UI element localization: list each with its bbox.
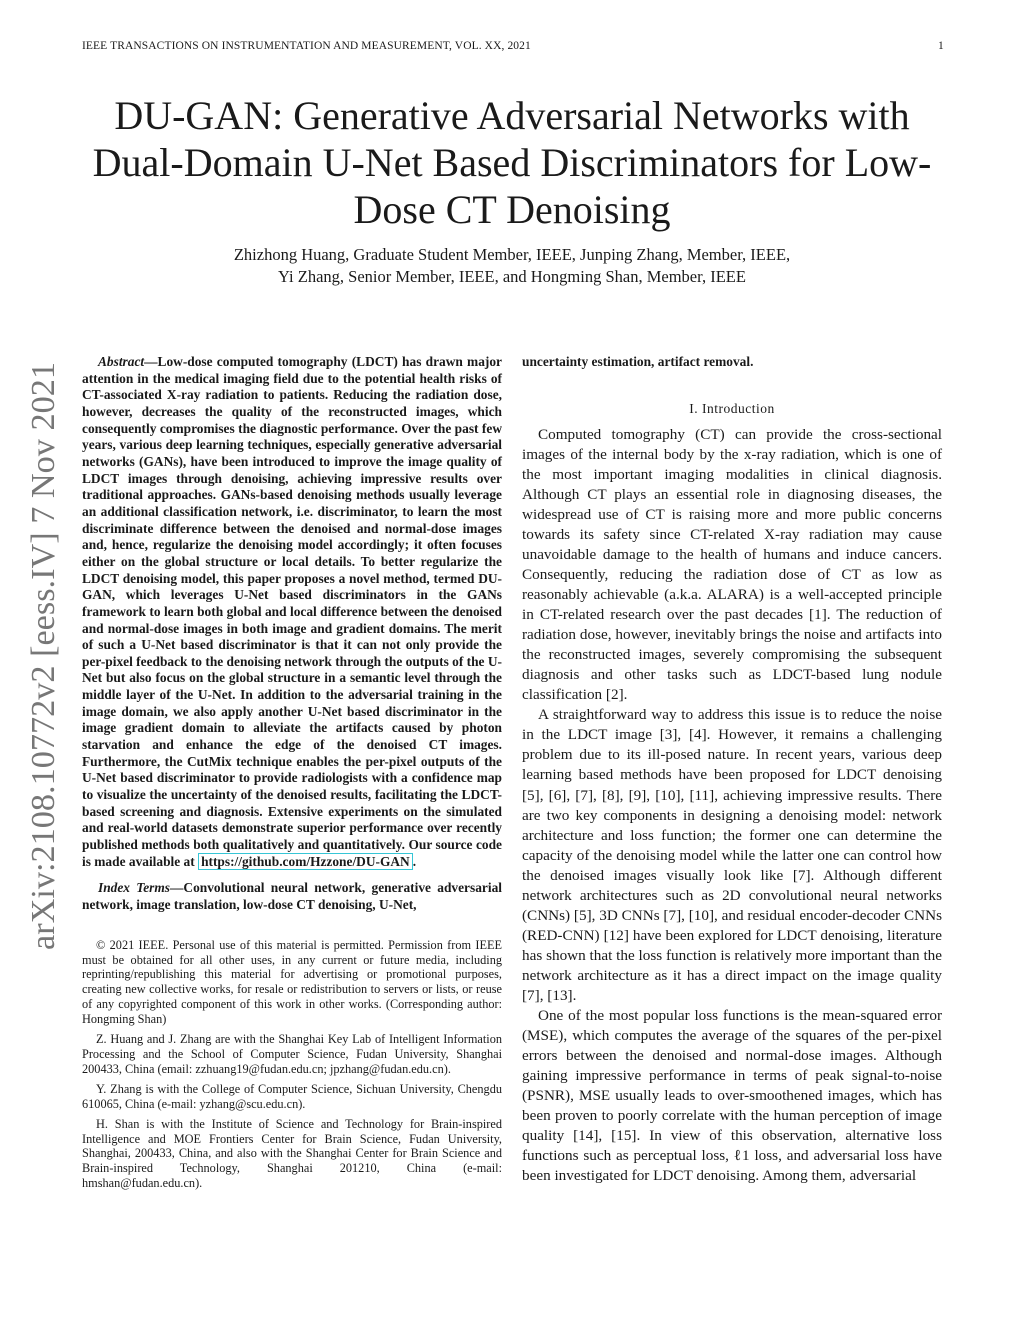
affiliation-footnote: Z. Huang and J. Zhang are with the Shanghai Key Lab of Intelligent Information Processing and the School of Computer Science, Fudan University, Shanghai 200433, China (email: zzhuang19@fudan.edu.cn; jpzhang@fudan.edu.cn). xyxy=(82,1032,502,1076)
arxiv-stamp xyxy=(4,356,74,956)
intro-paragraph: One of the most popular loss functions is the mean-squared error (MSE), which computes the average of the squares of the per-pixel errors between the denoised and normal-dose images. Although gaining impressive performance in terms of peak signal-to-noise (PSNR), MSE usually leads to over-smoothened images, which has been proven to poorly correlate with the human perception of image quality [14], [15]. In view of this observation, alternative loss functions such as perceptual loss, ℓ1 loss, and adversarial loss have been investigated for LDCT denoising. Among them, adversarial xyxy=(522,1007,942,1185)
affiliation-footnote: Y. Zhang is with the College of Computer Science, Sichuan University, Chengdu 610065, China (e-mail: yzhang@scu.edu.cn). xyxy=(82,1081,502,1111)
left-column xyxy=(82,354,502,1191)
paper-title: DU-GAN: Generative Adversarial Networks with Dual-Domain U-Net Based Discriminators for Low-Dose CT Denoising xyxy=(92,93,932,232)
index-terms xyxy=(82,880,502,913)
affiliation-footnote: H. Shan is with the Institute of Science and Technology for Brain-inspired Intelligence and MOE Frontiers Center for Brain Science, Fudan University, Shanghai, 200433, China, and also with the Shanghai Center for Brain Science and Brain-inspired Technology, Shanghai 201210, China (e-mail: hmshan@fudan.edu.cn). xyxy=(82,1116,502,1191)
index-terms-label: Index Terms xyxy=(98,880,171,896)
section-heading: I. Introduction xyxy=(689,400,775,416)
index-terms-continuation: uncertainty estimation, artifact removal. xyxy=(522,354,754,369)
copyright-footnote: © 2021 IEEE. Personal use of this material is permitted. Permission from IEEE must be obtained for all other uses, in any current or future media, including reprinting/republishing this material for advertising or promotional purposes, creating new collective works, for resale or redistribution to servers or lists, or reuse of any copyrighted component of this work in other works. (Corresponding author: Hongming Shan) xyxy=(82,937,502,1027)
authors-line-2: Yi Zhang, Senior Member, IEEE, and Hongming Shan, Member, IEEE xyxy=(278,267,746,286)
abstract-label: Abstract xyxy=(98,354,145,369)
index-terms-text: —Convolutional neural network, generative adversarial network, image translation, low-dose CT denoising, U-Net, xyxy=(82,880,502,912)
author-list xyxy=(82,244,942,288)
source-code-link[interactable]: https://github.com/Hzzone/DU-GAN xyxy=(198,853,413,870)
page-number: 1 xyxy=(938,40,944,52)
abstract-end: . xyxy=(412,853,417,869)
arxiv-identifier[interactable]: arXiv:2108.10772v2 [eess.IV] 7 Nov 2021 xyxy=(25,366,62,950)
abstract xyxy=(82,354,502,870)
intro-paragraph: Computed tomography (CT) can provide the cross-sectional images of the internal body by the x-ray radiation, which is one of the most important imaging modalities in clinical diagnosis. Although CT plays an essential role in diagnosing diseases, the widespread use of CT is raising more and more public concerns towards its safety since CT-related X-ray radiation may cause unavoidable damage to the health of humans and induce cancers. Consequently, reducing the radiation dose of CT as low as reasonably achievable (a.k.a. ALARA) is a well-accepted principle in CT-related research over the past decades [1]. The reduction of radiation dose, however, inevitably brings the noise and artifacts into the reconstructed images, severely compromising the subsequent diagnosis and other tasks such as LDCT-based lung nodule classification [2]. xyxy=(522,425,942,704)
abstract-text: —Low-dose computed tomography (LDCT) has drawn major attention in the medical imaging field due to the potential health risks of CT-associated X-ray radiation to patients. Reducing the radiation dose, however, decreases the quality of the reconstructed images, which consequently compromises the diagnostic performance. Over the past few years, various deep learning techniques, especially generative adversarial networks (GANs), have been introduced to improve the image quality of LDCT images through denoising, achieving impressive results over traditional approaches. GANs-based denoising methods usually leverage an additional classification network, i.e. discriminator, to learn the most discriminate difference between the denoised and normal-dose images and, hence, regularize the denoising model accordingly; it often focuses either on the global structure or local details. To better regularize the LDCT denoising model, this paper proposes a novel method, termed DU-GAN, which leverages U-Net based discriminators in the GANs framework to learn both global and local difference between the denoised and normal-dose images in both image and gradient domains. The merit of such a U-Net based discriminator is that it can not only provide the per-pixel feedback to the denoising network through the outputs of the U-Net but also focus on the global structure in a semantic level through the middle layer of the U-Net. In addition to the adversarial training in the image domain, we also apply another U-Net based discriminator in the image gradient domain to alleviate the artifacts caused by photon starvation and enhance the edge of the denoised CT images. Furthermore, the CutMix technique enables the per-pixel outputs of the U-Net based discriminator to provide radiologists with a confidence map to visualize the uncertainty of the denoised results, facilitating the LDCT-based screening and diagnosis. Extensive experiments on the simulated and real-world datasets demonstrate superior performance over recently published methods both qualitatively and quantitatively. Our source code is made available at xyxy=(82,354,502,869)
intro-paragraph: A straightforward way to address this issue is to reduce the noise in the LDCT image [3], [4]. However, it remains a challenging problem due to its ill-posed nature. In recent years, various deep learning based methods have been proposed for LDCT denoising [5], [6], [7], [8], [9], [10], [11], achieving impressive results. There are two key components in designing a denoising model: network architecture and loss function; the former one can determine the capacity of the denoising model while the latter one can control how the denoised images visually look like [7]. Although different network architectures such as 2D convolutional neural networks (CNNs) [5], 3D CNNs [7], [10], and residual encoder-decoder CNNs (RED-CNN) [12] have been explored for LDCT denoising, literature has shown that the loss function is relatively more important than the network architecture as it has a direct impact on the image quality [7], [13]. xyxy=(522,706,942,1004)
authors-line-1: Zhizhong Huang, Graduate Student Member, IEEE, Junping Zhang, Member, IEEE, xyxy=(233,245,791,264)
right-column xyxy=(522,354,942,1186)
running-header: IEEE TRANSACTIONS ON INSTRUMENTATION AND MEASUREMENT, VOL. XX, 2021 xyxy=(82,40,531,52)
